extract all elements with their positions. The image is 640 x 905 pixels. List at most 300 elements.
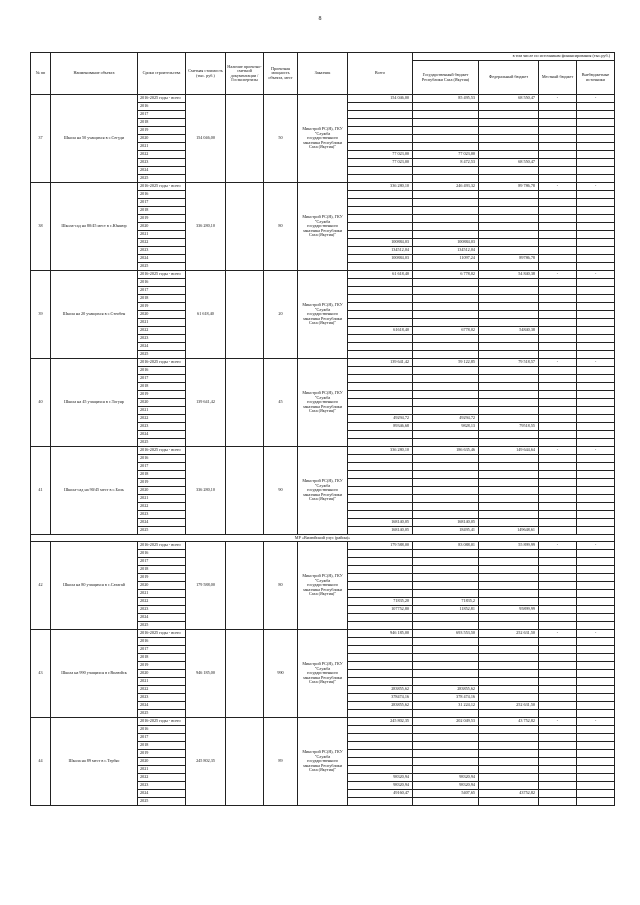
period-cell: 2018 — [138, 207, 186, 215]
local-budget-cell — [539, 558, 577, 566]
total-cell — [348, 582, 413, 590]
local-budget-cell — [539, 367, 577, 375]
regional-budget-cell — [413, 199, 479, 207]
extra-budget-cell — [577, 638, 615, 646]
local-budget-cell — [539, 455, 577, 463]
total-cell — [348, 295, 413, 303]
total-cell — [348, 431, 413, 439]
period-cell: 2016-2025 годы - всего — [138, 447, 186, 455]
local-budget-cell — [539, 175, 577, 183]
regional-budget-cell — [413, 550, 479, 558]
local-budget-cell — [539, 646, 577, 654]
total-cell — [348, 335, 413, 343]
row-number: 38 — [31, 183, 51, 271]
federal-budget-cell — [479, 750, 539, 758]
period-cell: 2016 — [138, 103, 186, 111]
total-cell — [348, 111, 413, 119]
regional-budget-cell: 202 049,53 — [413, 718, 479, 726]
period-cell: 2023 — [138, 606, 186, 614]
row-number: 40 — [31, 359, 51, 447]
local-budget-cell — [539, 463, 577, 471]
regional-budget-cell: 5407,65 — [413, 790, 479, 798]
customer: Минстрой РС(Я), ГКУ "Служба государственного заказчика Республики Саха (Якутия)" — [298, 183, 348, 271]
federal-budget-cell — [479, 231, 539, 239]
total-cell: 946 185,00 — [348, 630, 413, 638]
period-cell: 2016-2025 годы - всего — [138, 95, 186, 103]
total-cell — [348, 207, 413, 215]
extra-budget-cell: - — [577, 183, 615, 191]
local-budget-cell — [539, 319, 577, 327]
period-cell: 2020 — [138, 582, 186, 590]
regional-budget-cell — [413, 670, 479, 678]
object-name: Школа на 89 мест в с.Тербяс — [51, 718, 138, 806]
capacity: 90 — [264, 447, 298, 535]
table-body — [31, 95, 615, 806]
extra-budget-cell — [577, 590, 615, 598]
period-cell: 2024 — [138, 519, 186, 527]
local-budget-cell — [539, 279, 577, 287]
local-budget-cell: - — [539, 630, 577, 638]
regional-budget-cell — [413, 574, 479, 582]
regional-budget-cell — [413, 135, 479, 143]
total-cell — [348, 654, 413, 662]
page-number: 8 — [318, 16, 322, 22]
local-budget-cell — [539, 199, 577, 207]
federal-budget-cell — [479, 582, 539, 590]
total-cell — [348, 798, 413, 806]
local-budget-cell — [539, 798, 577, 806]
total-cell: 168140,05 — [348, 519, 413, 527]
regional-budget-cell — [413, 495, 479, 503]
federal-budget-cell — [479, 646, 539, 654]
federal-budget-cell: 43752,82 — [479, 790, 539, 798]
federal-budget-cell — [479, 263, 539, 271]
extra-budget-cell — [577, 574, 615, 582]
total-cell: 71835,20 — [348, 598, 413, 606]
federal-budget-cell — [479, 463, 539, 471]
extra-budget-cell — [577, 694, 615, 702]
regional-budget-cell — [413, 367, 479, 375]
period-cell: 2021 — [138, 231, 186, 239]
federal-budget-cell: 252 631,50 — [479, 630, 539, 638]
extra-budget-cell — [577, 263, 615, 271]
local-budget-cell — [539, 495, 577, 503]
local-budget-cell — [539, 111, 577, 119]
regional-budget-cell — [413, 223, 479, 231]
federal-budget-cell — [479, 662, 539, 670]
regional-budget-cell — [413, 678, 479, 686]
object-name: Школа-сад на 80/45 мест в с.Юнкюр — [51, 183, 138, 271]
regional-budget-cell — [413, 463, 479, 471]
customer: Минстрой РС(Я), ГКУ "Служба государственного заказчика Республики Саха (Якутия)" — [298, 542, 348, 630]
total-cell — [348, 319, 413, 327]
total-cell — [348, 495, 413, 503]
total-cell: 89346,68 — [348, 423, 413, 431]
extra-budget-cell — [577, 159, 615, 167]
period-cell: 2021 — [138, 319, 186, 327]
federal-budget-cell — [479, 439, 539, 447]
period-cell: 2024 — [138, 343, 186, 351]
federal-budget-cell — [479, 191, 539, 199]
regional-budget-cell — [413, 335, 479, 343]
regional-budget-cell — [413, 646, 479, 654]
extra-budget-cell — [577, 255, 615, 263]
docs-cell — [226, 271, 264, 359]
federal-budget-cell — [479, 566, 539, 574]
extra-budget-cell — [577, 774, 615, 782]
extra-budget-cell — [577, 223, 615, 231]
regional-budget-cell — [413, 343, 479, 351]
federal-budget-cell — [479, 431, 539, 439]
regional-budget-cell — [413, 287, 479, 295]
federal-budget-cell: 79 518,57 — [479, 359, 539, 367]
capacity: 80 — [264, 183, 298, 271]
extra-budget-cell — [577, 790, 615, 798]
total-cell — [348, 383, 413, 391]
total-cell — [348, 750, 413, 758]
extra-budget-cell — [577, 550, 615, 558]
extra-budget-cell — [577, 175, 615, 183]
extra-budget-cell — [577, 343, 615, 351]
total-cell: 49160,47 — [348, 790, 413, 798]
period-cell: 2019 — [138, 574, 186, 582]
total-cell — [348, 566, 413, 574]
period-cell: 2022 — [138, 151, 186, 159]
regional-budget-cell: 77 023,00 — [413, 151, 479, 159]
federal-budget-cell — [479, 742, 539, 750]
extra-budget-cell — [577, 311, 615, 319]
total-cell: 49294,72 — [348, 415, 413, 423]
local-budget-cell — [539, 590, 577, 598]
period-cell: 2016 — [138, 455, 186, 463]
extra-budget-cell — [577, 239, 615, 247]
local-budget-cell — [539, 159, 577, 167]
regional-budget-cell — [413, 263, 479, 271]
period-cell: 2022 — [138, 598, 186, 606]
period-cell: 2017 — [138, 287, 186, 295]
extra-budget-cell — [577, 734, 615, 742]
total-cell — [348, 439, 413, 447]
total-cell: 179 588,00 — [348, 542, 413, 550]
federal-budget-cell — [479, 415, 539, 423]
period-cell: 2020 — [138, 670, 186, 678]
total-cell: 168140,05 — [348, 527, 413, 535]
local-budget-cell — [539, 351, 577, 359]
extra-budget-cell — [577, 582, 615, 590]
local-budget-cell: - — [539, 183, 577, 191]
federal-budget-cell: 68 550,47 — [479, 159, 539, 167]
header-docs: Наличие проектно-сметной документации /Госэкспертизы — [226, 53, 264, 95]
extra-budget-cell — [577, 391, 615, 399]
regional-budget-cell — [413, 479, 479, 487]
federal-budget-cell — [479, 223, 539, 231]
period-cell: 2024 — [138, 255, 186, 263]
regional-budget-cell: 98320,94 — [413, 774, 479, 782]
regional-budget-cell — [413, 295, 479, 303]
extra-budget-cell — [577, 654, 615, 662]
local-budget-cell — [539, 255, 577, 263]
table-row — [31, 95, 615, 103]
extra-budget-cell — [577, 415, 615, 423]
estimated-cost: 61 618,40 — [186, 271, 226, 359]
docs-cell — [226, 630, 264, 718]
regional-budget-cell — [413, 167, 479, 175]
regional-budget-cell — [413, 726, 479, 734]
period-cell: 2023 — [138, 247, 186, 255]
federal-budget-cell — [479, 335, 539, 343]
period-cell: 2025 — [138, 710, 186, 718]
federal-budget-cell — [479, 143, 539, 151]
period-cell: 2016 — [138, 638, 186, 646]
local-budget-cell — [539, 383, 577, 391]
period-cell: 2025 — [138, 351, 186, 359]
local-budget-cell: - — [539, 542, 577, 550]
federal-budget-cell: 149 644,64 — [479, 447, 539, 455]
total-cell — [348, 375, 413, 383]
table-row — [31, 271, 615, 279]
total-cell — [348, 391, 413, 399]
period-cell: 2019 — [138, 127, 186, 135]
local-budget-cell — [539, 550, 577, 558]
regional-budget-cell — [413, 439, 479, 447]
extra-budget-cell — [577, 199, 615, 207]
period-cell: 2018 — [138, 471, 186, 479]
total-cell — [348, 407, 413, 415]
extra-budget-cell — [577, 135, 615, 143]
local-budget-cell — [539, 191, 577, 199]
total-cell — [348, 670, 413, 678]
total-cell — [348, 343, 413, 351]
local-budget-cell — [539, 231, 577, 239]
estimated-cost: 336 280,10 — [186, 447, 226, 535]
local-budget-cell — [539, 622, 577, 630]
header-name: Наименование объекта — [51, 53, 138, 95]
regional-budget-cell: 378 474,16 — [413, 694, 479, 702]
period-cell: 2017 — [138, 111, 186, 119]
capacity: 89 — [264, 718, 298, 806]
regional-budget-cell: 246 493,32 — [413, 183, 479, 191]
extra-budget-cell — [577, 758, 615, 766]
extra-budget-cell — [577, 351, 615, 359]
estimated-cost: 245 802,35 — [186, 718, 226, 806]
period-cell: 2021 — [138, 766, 186, 774]
docs-cell — [226, 542, 264, 630]
period-cell: 2016 — [138, 279, 186, 287]
regional-budget-cell — [413, 654, 479, 662]
total-cell — [348, 103, 413, 111]
regional-budget-cell — [413, 127, 479, 135]
regional-budget-cell — [413, 622, 479, 630]
period-cell: 2018 — [138, 119, 186, 127]
regional-budget-cell — [413, 111, 479, 119]
extra-budget-cell — [577, 678, 615, 686]
capacity: 45 — [264, 359, 298, 447]
extra-budget-cell — [577, 151, 615, 159]
local-budget-cell: - — [539, 95, 577, 103]
regional-budget-cell — [413, 798, 479, 806]
extra-budget-cell — [577, 606, 615, 614]
local-budget-cell — [539, 606, 577, 614]
period-cell: 2022 — [138, 327, 186, 335]
total-cell: 245 802,35 — [348, 718, 413, 726]
period-cell: 2018 — [138, 295, 186, 303]
period-cell: 2016 — [138, 550, 186, 558]
row-number: 44 — [31, 718, 51, 806]
period-cell: 2024 — [138, 702, 186, 710]
regional-budget-cell: 693 553,50 — [413, 630, 479, 638]
federal-budget-cell — [479, 558, 539, 566]
regional-budget-cell — [413, 311, 479, 319]
region-row — [31, 535, 615, 542]
extra-budget-cell — [577, 231, 615, 239]
extra-budget-cell — [577, 646, 615, 654]
object-name: Школа на 45 учащихся в с.Тогуяр — [51, 359, 138, 447]
period-cell: 2022 — [138, 415, 186, 423]
federal-budget-cell — [479, 383, 539, 391]
period-cell: 2025 — [138, 622, 186, 630]
extra-budget-cell: - — [577, 95, 615, 103]
extra-budget-cell — [577, 303, 615, 311]
federal-budget-cell: 89 786,78 — [479, 183, 539, 191]
local-budget-cell — [539, 151, 577, 159]
federal-budget-cell — [479, 734, 539, 742]
customer: Минстрой РС(Я), ГКУ "Служба государственного заказчика Республики Саха (Якутия)" — [298, 718, 348, 806]
local-budget-cell: - — [539, 359, 577, 367]
total-cell — [348, 590, 413, 598]
extra-budget-cell — [577, 798, 615, 806]
period-cell: 2023 — [138, 159, 186, 167]
local-budget-cell — [539, 670, 577, 678]
total-cell — [348, 638, 413, 646]
local-budget-cell — [539, 710, 577, 718]
local-budget-cell — [539, 750, 577, 758]
total-cell — [348, 503, 413, 511]
period-cell: 2016-2025 годы - всего — [138, 359, 186, 367]
federal-budget-cell — [479, 239, 539, 247]
regional-budget-cell — [413, 638, 479, 646]
total-cell — [348, 726, 413, 734]
federal-budget-cell — [479, 399, 539, 407]
total-cell — [348, 678, 413, 686]
local-budget-cell: - — [539, 271, 577, 279]
federal-budget-cell — [479, 455, 539, 463]
regional-budget-cell: 71835,2 — [413, 598, 479, 606]
period-cell: 2019 — [138, 479, 186, 487]
federal-budget-cell — [479, 758, 539, 766]
local-budget-cell — [539, 431, 577, 439]
total-cell — [348, 622, 413, 630]
federal-budget-cell — [479, 127, 539, 135]
period-cell: 2021 — [138, 407, 186, 415]
total-cell: 283855,62 — [348, 686, 413, 694]
federal-budget-cell: 68 550,47 — [479, 95, 539, 103]
extra-budget-cell — [577, 742, 615, 750]
period-cell: 2025 — [138, 263, 186, 271]
extra-budget-cell — [577, 399, 615, 407]
federal-budget-cell: 89786,78 — [479, 255, 539, 263]
local-budget-cell — [539, 335, 577, 343]
extra-budget-cell — [577, 287, 615, 295]
extra-budget-cell — [577, 662, 615, 670]
federal-budget-cell — [479, 574, 539, 582]
regional-budget-cell — [413, 455, 479, 463]
federal-budget-cell — [479, 614, 539, 622]
header-period: Сроки строительства — [138, 53, 186, 95]
local-budget-cell — [539, 774, 577, 782]
period-cell: 2020 — [138, 311, 186, 319]
local-budget-cell — [539, 566, 577, 574]
period-cell: 2021 — [138, 678, 186, 686]
row-number: 37 — [31, 95, 51, 183]
period-cell: 2021 — [138, 495, 186, 503]
regional-budget-cell: 134512,04 — [413, 247, 479, 255]
local-budget-cell — [539, 303, 577, 311]
federal-budget-cell — [479, 175, 539, 183]
extra-budget-cell — [577, 503, 615, 511]
federal-budget-cell — [479, 503, 539, 511]
federal-budget-cell — [479, 590, 539, 598]
regional-budget-cell: 85 495,53 — [413, 95, 479, 103]
table-row — [31, 718, 615, 726]
federal-budget-cell — [479, 207, 539, 215]
period-cell: 2017 — [138, 375, 186, 383]
extra-budget-cell — [577, 726, 615, 734]
regional-budget-cell — [413, 191, 479, 199]
total-cell — [348, 311, 413, 319]
local-budget-cell — [539, 582, 577, 590]
extra-budget-cell — [577, 279, 615, 287]
period-cell: 2022 — [138, 774, 186, 782]
local-budget-cell — [539, 782, 577, 790]
regional-budget-cell — [413, 766, 479, 774]
local-budget-cell — [539, 742, 577, 750]
period-cell: 2024 — [138, 614, 186, 622]
period-cell: 2017 — [138, 558, 186, 566]
total-cell — [348, 223, 413, 231]
period-cell: 2018 — [138, 654, 186, 662]
federal-budget-cell — [479, 622, 539, 630]
total-cell — [348, 199, 413, 207]
local-budget-cell — [539, 654, 577, 662]
total-cell — [348, 175, 413, 183]
local-budget-cell — [539, 327, 577, 335]
row-number: 41 — [31, 447, 51, 535]
total-cell — [348, 558, 413, 566]
regional-budget-cell: 18495,41 — [413, 527, 479, 535]
federal-budget-cell — [479, 375, 539, 383]
regional-budget-cell — [413, 351, 479, 359]
total-cell — [348, 662, 413, 670]
estimated-cost: 179 588,00 — [186, 542, 226, 630]
docs-cell — [226, 359, 264, 447]
period-cell: 2023 — [138, 423, 186, 431]
period-cell: 2016-2025 годы - всего — [138, 271, 186, 279]
row-number: 43 — [31, 630, 51, 718]
federal-budget-cell — [479, 686, 539, 694]
region-row-label: МР «Вилюйский улус (район)» — [31, 535, 615, 542]
local-budget-cell — [539, 519, 577, 527]
period-cell: 2020 — [138, 758, 186, 766]
local-budget-cell — [539, 503, 577, 511]
federal-budget-cell — [479, 638, 539, 646]
extra-budget-cell: - — [577, 718, 615, 726]
regional-budget-cell — [413, 399, 479, 407]
object-name: Школа на 990 учащихся в г.Вилюйск — [51, 630, 138, 718]
total-cell — [348, 167, 413, 175]
period-cell: 2025 — [138, 798, 186, 806]
total-cell — [348, 511, 413, 519]
total-cell — [348, 471, 413, 479]
